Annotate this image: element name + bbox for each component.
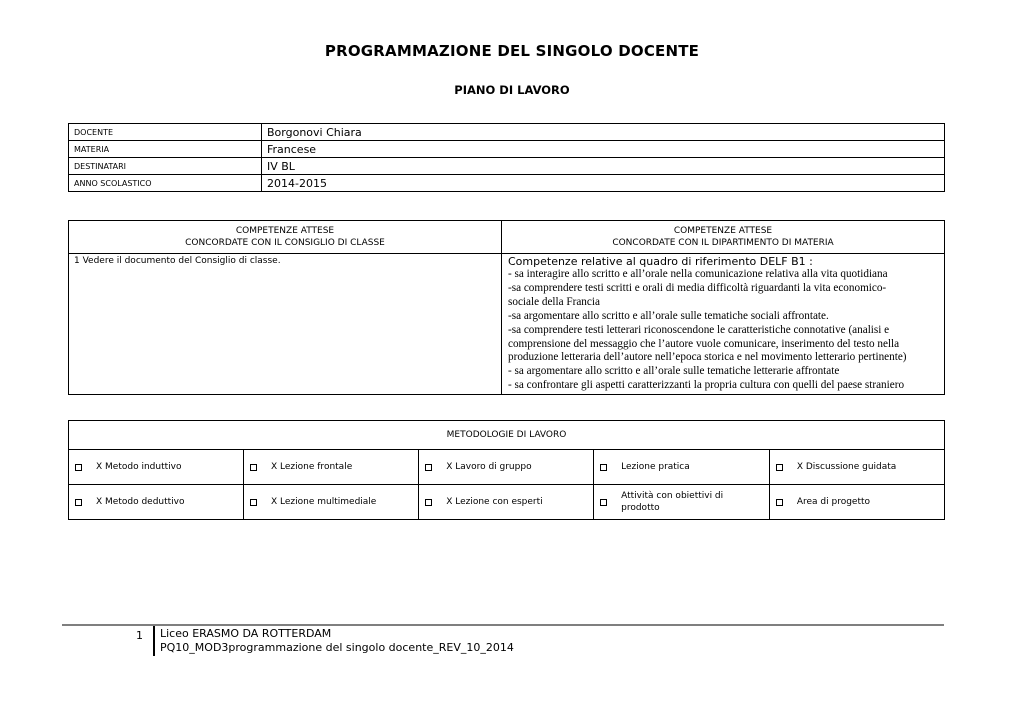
header-line: COMPETENZE ATTESE bbox=[235, 226, 335, 236]
metodologia-label: X Metodo deduttivo bbox=[96, 497, 185, 507]
checkbox-icon[interactable] bbox=[776, 499, 783, 506]
competenza-line: -sa comprendere testi scritti e orali di media difficoltà riguardanti la vita economico- bbox=[508, 281, 887, 294]
info-value: Francese bbox=[262, 141, 945, 158]
info-row-anno-scolastico bbox=[69, 175, 945, 192]
competenze-table bbox=[68, 220, 945, 395]
metodologia-cell bbox=[594, 450, 770, 485]
competenza-line: -sa argomentare allo scritto e all’orale sulle tematiche sociali affrontate. bbox=[508, 309, 829, 322]
metodologia-cell bbox=[419, 485, 594, 520]
competenze-dipartimento-cell bbox=[502, 254, 945, 395]
metodologia-label: X Lezione multimediale bbox=[271, 497, 377, 507]
checkbox-icon[interactable] bbox=[776, 464, 783, 471]
metodologia-label: X Lavoro di gruppo bbox=[446, 462, 532, 472]
document-title: PROGRAMMAZIONE DEL SINGOLO DOCENTE bbox=[324, 42, 700, 60]
checkbox-icon[interactable] bbox=[600, 499, 607, 506]
info-table bbox=[68, 123, 945, 192]
footer-school-name: Liceo ERASMO DA ROTTERDAM bbox=[160, 627, 332, 640]
checkbox-icon[interactable] bbox=[250, 464, 257, 471]
competenza-line: produzione letteraria dell’autore nell’epoca storica e nel movimento letterario pertinente) bbox=[508, 351, 907, 364]
competenza-line: -sa comprendere testi letterari riconoscendone le caratteristiche connotative (analisi e bbox=[508, 323, 890, 336]
competenza-line: - sa confrontare gli aspetti caratterizzanti la propria cultura con quelli del paese straniero bbox=[508, 379, 905, 392]
metodologia-cell bbox=[244, 485, 419, 520]
competenze-title: Competenze relative al quadro di riferimento DELF B1 : bbox=[508, 255, 813, 268]
header-line: COMPETENZE ATTESE bbox=[673, 226, 773, 236]
metodologia-label: Lezione pratica bbox=[621, 462, 690, 472]
footer-document-code: PQ10_MOD3programmazione del singolo docente_REV_10_2014 bbox=[160, 641, 514, 654]
metodologia-cell bbox=[69, 450, 244, 485]
metodologia-label: X Lezione frontale bbox=[271, 462, 353, 472]
metodologia-label: Attività con obiettivi di prodotto bbox=[621, 491, 724, 513]
footer-divider bbox=[62, 624, 944, 626]
page-number: 1 bbox=[136, 629, 143, 642]
header-line: CONCORDATE CON IL CONSIGLIO DI CLASSE bbox=[185, 238, 385, 248]
checkbox-icon[interactable] bbox=[75, 499, 82, 506]
info-label: ANNO SCOLASTICO bbox=[69, 175, 262, 192]
info-value: Borgonovi Chiara bbox=[262, 124, 945, 141]
checkbox-icon[interactable] bbox=[425, 499, 432, 506]
metodologia-cell bbox=[419, 450, 594, 485]
metodologia-cell bbox=[244, 450, 419, 485]
info-value: IV BL bbox=[262, 158, 945, 175]
metodologia-cell bbox=[69, 485, 244, 520]
metodologia-label: X Lezione con esperti bbox=[446, 497, 543, 507]
metodologia-cell bbox=[769, 485, 944, 520]
competenza-line: - sa argomentare allo scritto e all’orale sulle tematiche letterarie affrontate bbox=[508, 365, 840, 378]
info-label: DESTINATARI bbox=[69, 158, 262, 175]
metodologie-header: METODOLOGIE DI LAVORO bbox=[69, 421, 945, 450]
info-label: DOCENTE bbox=[69, 124, 262, 141]
info-value: 2014-2015 bbox=[262, 175, 945, 192]
checkbox-icon[interactable] bbox=[250, 499, 257, 506]
info-label: MATERIA bbox=[69, 141, 262, 158]
checkbox-icon[interactable] bbox=[75, 464, 82, 471]
competenza-line: - sa interagire allo scritto e all’orale nella comunicazione relativa alla vita quotidiana bbox=[508, 268, 888, 280]
metodologia-label: X Metodo induttivo bbox=[96, 462, 182, 472]
competenza-line: comprensione del messaggio che l’autore vuole comunicare, inserimento del testo nella bbox=[508, 337, 900, 350]
footer-vertical-divider bbox=[153, 626, 155, 656]
info-row-destinatari bbox=[69, 158, 945, 175]
metodologia-label: X Discussione guidata bbox=[796, 462, 897, 472]
competenza-line: sociale della Francia bbox=[508, 295, 600, 308]
metodologie-table bbox=[68, 420, 945, 520]
checkbox-icon[interactable] bbox=[600, 464, 607, 471]
competenze-header-consiglio bbox=[69, 221, 502, 254]
checkbox-icon[interactable] bbox=[425, 464, 432, 471]
metodologia-label: Area di progetto bbox=[796, 497, 871, 507]
info-row-materia bbox=[69, 141, 945, 158]
info-row-docente bbox=[69, 124, 945, 141]
metodologia-cell bbox=[594, 485, 770, 520]
metodologia-cell bbox=[769, 450, 944, 485]
header-line: CONCORDATE CON IL DIPARTIMENTO DI MATERIA bbox=[612, 238, 834, 248]
competenze-consiglio-text: 1 Vedere il documento del Consiglio di classe. bbox=[69, 254, 502, 395]
competenze-header-dipartimento bbox=[502, 221, 945, 254]
document-subtitle: PIANO DI LAVORO bbox=[454, 83, 570, 97]
